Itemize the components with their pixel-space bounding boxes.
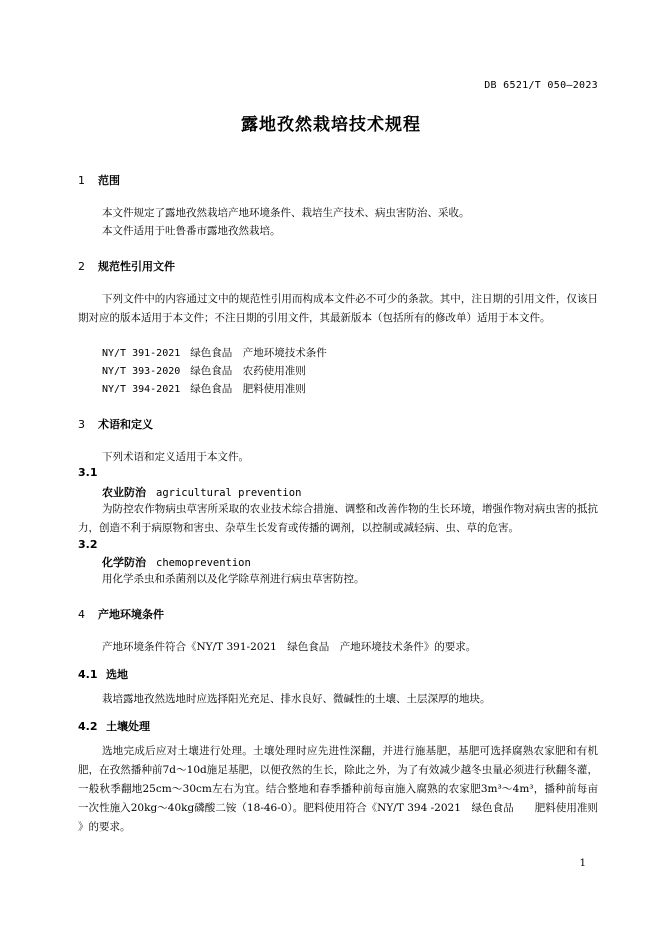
term-chinese: 化学防治: [102, 556, 146, 569]
page-number: 1: [579, 858, 586, 869]
subsection-4-1-heading: [78, 666, 128, 682]
term-number: 3.1: [78, 466, 98, 479]
paragraph: 下列文件中的内容通过文中的规范性引用而构成本文件必不可少的条款。其中，注日期的引用文件，仅该日期对应的版本适用于本文件；不注日期的引用文件，其最新版本（包括所有的修改单）适用于本文件。: [78, 293, 598, 324]
reference-code: NY/T 391-2021: [102, 348, 181, 359]
subsection-4-2-heading: [78, 718, 150, 734]
subsection-number: 4.1: [78, 668, 98, 681]
term-english: chemoprevention: [156, 557, 251, 569]
reference-item: [102, 344, 327, 363]
reference-item: [102, 380, 306, 399]
section-4-heading: [78, 606, 164, 622]
section-number: 4: [78, 608, 85, 621]
paragraph: 选地完成后应对土壤进行处理。土壤处理时应先进性深翻，并进行施基肥，基肥可选择腐熟农家肥和有机肥，在孜然播种前7d～10d施足基肥，以便孜然的生长，除此之外，为了有效减少越冬虫量必须进行秋翻冬灌，一般秋季翻地25cm～30cm左右为宜。结合整地和春季播种前每亩施入腐熟的农家肥3m³～4m³，播种前每亩一次性施入20kg～40kg磷酸二铵（18-46-0）。肥料使用符合《NY/T 394 -2021 绿色食品 肥料使用准则 》的要求。: [78, 745, 598, 833]
section-title: 产地环境条件: [98, 608, 164, 621]
subsection-title: 选地: [106, 668, 128, 681]
term-english: agricultural prevention: [156, 487, 302, 499]
term-entry: [102, 484, 301, 500]
term-chinese: 农业防治: [102, 486, 146, 499]
term-definition: 用化学杀虫和杀菌剂以及化学除草剂进行病虫草害防控。: [102, 573, 365, 585]
page-title: 露地孜然栽培技术规程: [241, 115, 421, 135]
section-3-heading: [78, 416, 153, 432]
section-number: 3: [78, 418, 85, 431]
term-definition: 为防控农作物病虫草害所采取的农业技术综合措施、调整和改善作物的生长环境，增强作物对病虫害的抵抗力，创造不利于病原物和害虫、杂草生长发育或传播的调剂，以控制或减轻病、虫、草的危害。: [78, 503, 598, 534]
reference-name: 绿色食品 农药使用准则: [190, 365, 306, 377]
subsection-title: 土壤处理: [106, 720, 150, 733]
paragraph: 产地环境条件符合《NY/T 391-2021 绿色食品 产地环境技术条件》的要求。: [102, 641, 477, 653]
section-2-heading: [78, 258, 175, 274]
paragraph: 栽培露地孜然选地时应选择阳光充足、排水良好、微碱性的土壤、土层深厚的地块。: [102, 693, 491, 705]
section-number: 1: [78, 174, 85, 187]
reference-name: 绿色食品 肥料使用准则: [190, 383, 306, 395]
term-number: 3.2: [78, 538, 98, 551]
reference-name: 绿色食品 产地环境技术条件: [190, 347, 327, 359]
paragraph: 本文件规定了露地孜然栽培产地环境条件、栽培生产技术、病虫害防治、采收。: [102, 207, 470, 219]
paragraph: 本文件适用于吐鲁番市露地孜然栽培。: [102, 225, 281, 237]
reference-item: [102, 362, 306, 381]
subsection-number: 4.2: [78, 720, 98, 733]
reference-code: NY/T 393-2020: [102, 366, 181, 377]
section-title: 术语和定义: [98, 418, 153, 431]
section-title: 范围: [98, 174, 120, 187]
paragraph: 下列术语和定义适用于本文件。: [102, 451, 249, 463]
term-entry: [102, 554, 251, 570]
document-number: DB 6521/T 050—2023: [484, 80, 598, 91]
reference-code: NY/T 394-2021: [102, 384, 181, 395]
section-number: 2: [78, 260, 85, 273]
section-1-heading: [78, 172, 120, 188]
section-title: 规范性引用文件: [98, 260, 175, 273]
